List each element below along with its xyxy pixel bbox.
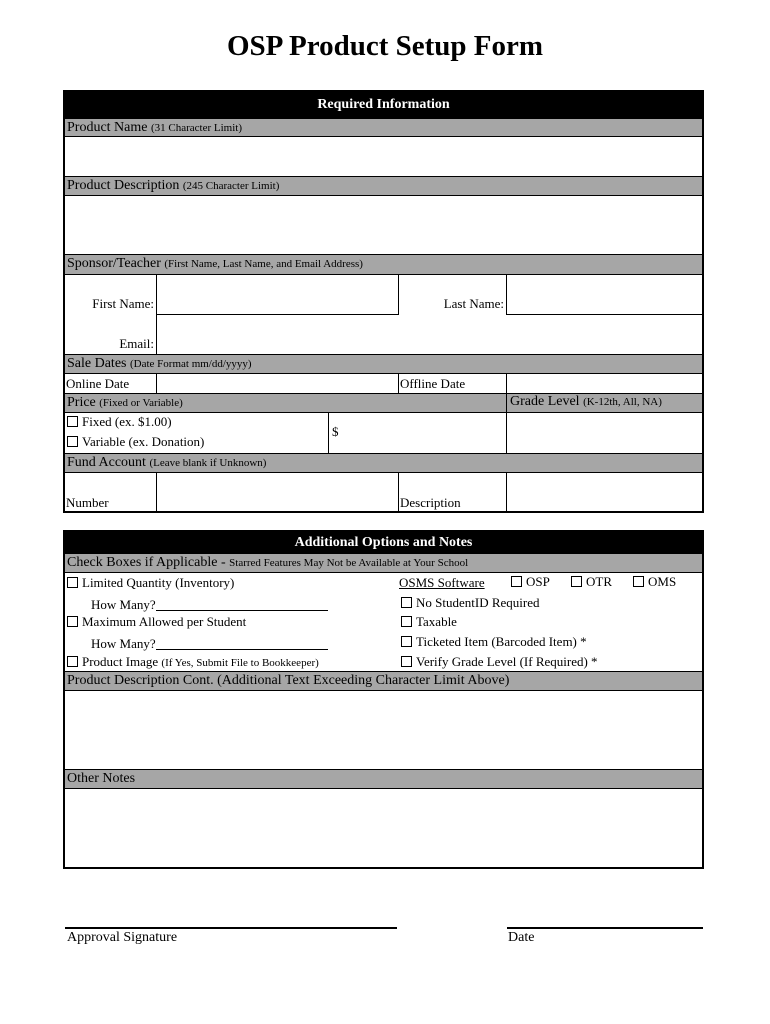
fund-description-label: Description [399,473,507,511]
price-options [65,413,329,453]
description-cont-label: Product Description Cont. (Additional Text Exceeding Character Limit Above) [65,671,702,691]
ticketed-item-checkbox[interactable] [401,636,412,647]
product-description-label: Product Description (245 Character Limit) [65,176,702,196]
product-image-checkbox[interactable] [67,656,78,667]
other-notes-field[interactable] [65,789,702,869]
sponsor-label: Sponsor/Teacher (First Name, Last Name, and Email Address) [65,254,702,275]
sponsor-email-row [65,315,702,354]
limited-quantity-option[interactable]: Limited Quantity (Inventory) [67,575,234,591]
product-description-field[interactable] [65,196,702,254]
oms-checkbox[interactable] [633,576,644,587]
online-date-label: Online Date [65,374,157,393]
no-student-id-checkbox[interactable] [401,597,412,608]
how-many-label-2: How Many? [91,636,156,651]
offline-date-field[interactable] [507,374,704,393]
oms-option[interactable]: OMS [633,574,676,590]
taxable-option[interactable]: Taxable [401,614,457,630]
otr-checkbox[interactable] [571,576,582,587]
no-student-id-option[interactable]: No StudentID Required [401,595,539,611]
required-information-header: Required Information [65,92,702,118]
osp-option[interactable]: OSP [511,574,550,590]
sale-dates-row [65,374,702,393]
price-grade-label-row [65,393,702,413]
email-label: Email: [65,315,157,354]
date-line[interactable] [507,927,703,929]
how-many-label-1: How Many? [91,597,156,612]
sponsor-name-row [65,275,702,315]
max-allowed-checkbox[interactable] [67,616,78,627]
additional-options-header: Additional Options and Notes [65,532,702,553]
approval-signature-line[interactable] [65,927,397,929]
fund-number-label: Number [65,473,157,511]
fund-account-label: Fund Account (Leave blank if Unknown) [65,453,702,473]
description-cont-field[interactable] [65,691,702,769]
check-boxes-label: Check Boxes if Applicable - Starred Features May Not be Available at Your School [65,553,702,573]
date-label: Date [508,930,535,945]
product-name-label: Product Name (31 Character Limit) [65,118,702,137]
how-many-field-1[interactable] [156,596,328,611]
fund-description-field[interactable] [507,473,704,511]
verify-grade-option[interactable]: Verify Grade Level (If Required) * [401,654,598,670]
first-name-field[interactable] [157,275,399,315]
fixed-price-option[interactable]: Fixed (ex. $1.00) [67,414,172,430]
product-image-option[interactable]: Product Image (If Yes, Submit File to Bookkeeper) [67,654,319,670]
price-label: Price (Fixed or Variable) [67,395,183,410]
verify-grade-checkbox[interactable] [401,656,412,667]
ticketed-item-option[interactable]: Ticketed Item (Barcoded Item) * [401,634,587,650]
fund-account-row [65,473,702,511]
fixed-price-checkbox[interactable] [67,416,78,427]
approval-signature-label: Approval Signature [67,930,178,945]
fund-number-field[interactable] [157,473,399,511]
how-many-field-2[interactable] [156,635,328,650]
required-information-section [63,90,704,513]
osp-checkbox[interactable] [511,576,522,587]
last-name-label: Last Name: [399,275,507,315]
price-amount-field[interactable] [329,413,507,453]
price-row [65,413,702,453]
other-notes-label: Other Notes [65,769,702,789]
first-name-label: First Name: [65,275,157,315]
email-field[interactable] [157,315,704,354]
sale-dates-label: Sale Dates (Date Format mm/dd/yyyy) [65,354,702,374]
offline-date-label: Offline Date [399,374,507,393]
osms-software-label: OSMS Software [399,575,485,590]
grade-level-label: Grade Level (K-12th, All, NA) [506,393,662,413]
variable-price-option[interactable]: Variable (ex. Donation) [67,434,204,450]
online-date-field[interactable] [157,374,399,393]
additional-options-section [63,530,704,869]
variable-price-checkbox[interactable] [67,436,78,447]
form-title: OSP Product Setup Form [226,30,544,62]
limited-quantity-checkbox[interactable] [67,577,78,588]
product-name-field[interactable] [65,137,702,176]
otr-option[interactable]: OTR [571,574,612,590]
currency-symbol: $ [332,424,339,439]
taxable-checkbox[interactable] [401,616,412,627]
grade-level-field[interactable] [507,413,704,453]
last-name-field[interactable] [507,275,704,315]
max-allowed-option[interactable]: Maximum Allowed per Student [67,614,246,630]
